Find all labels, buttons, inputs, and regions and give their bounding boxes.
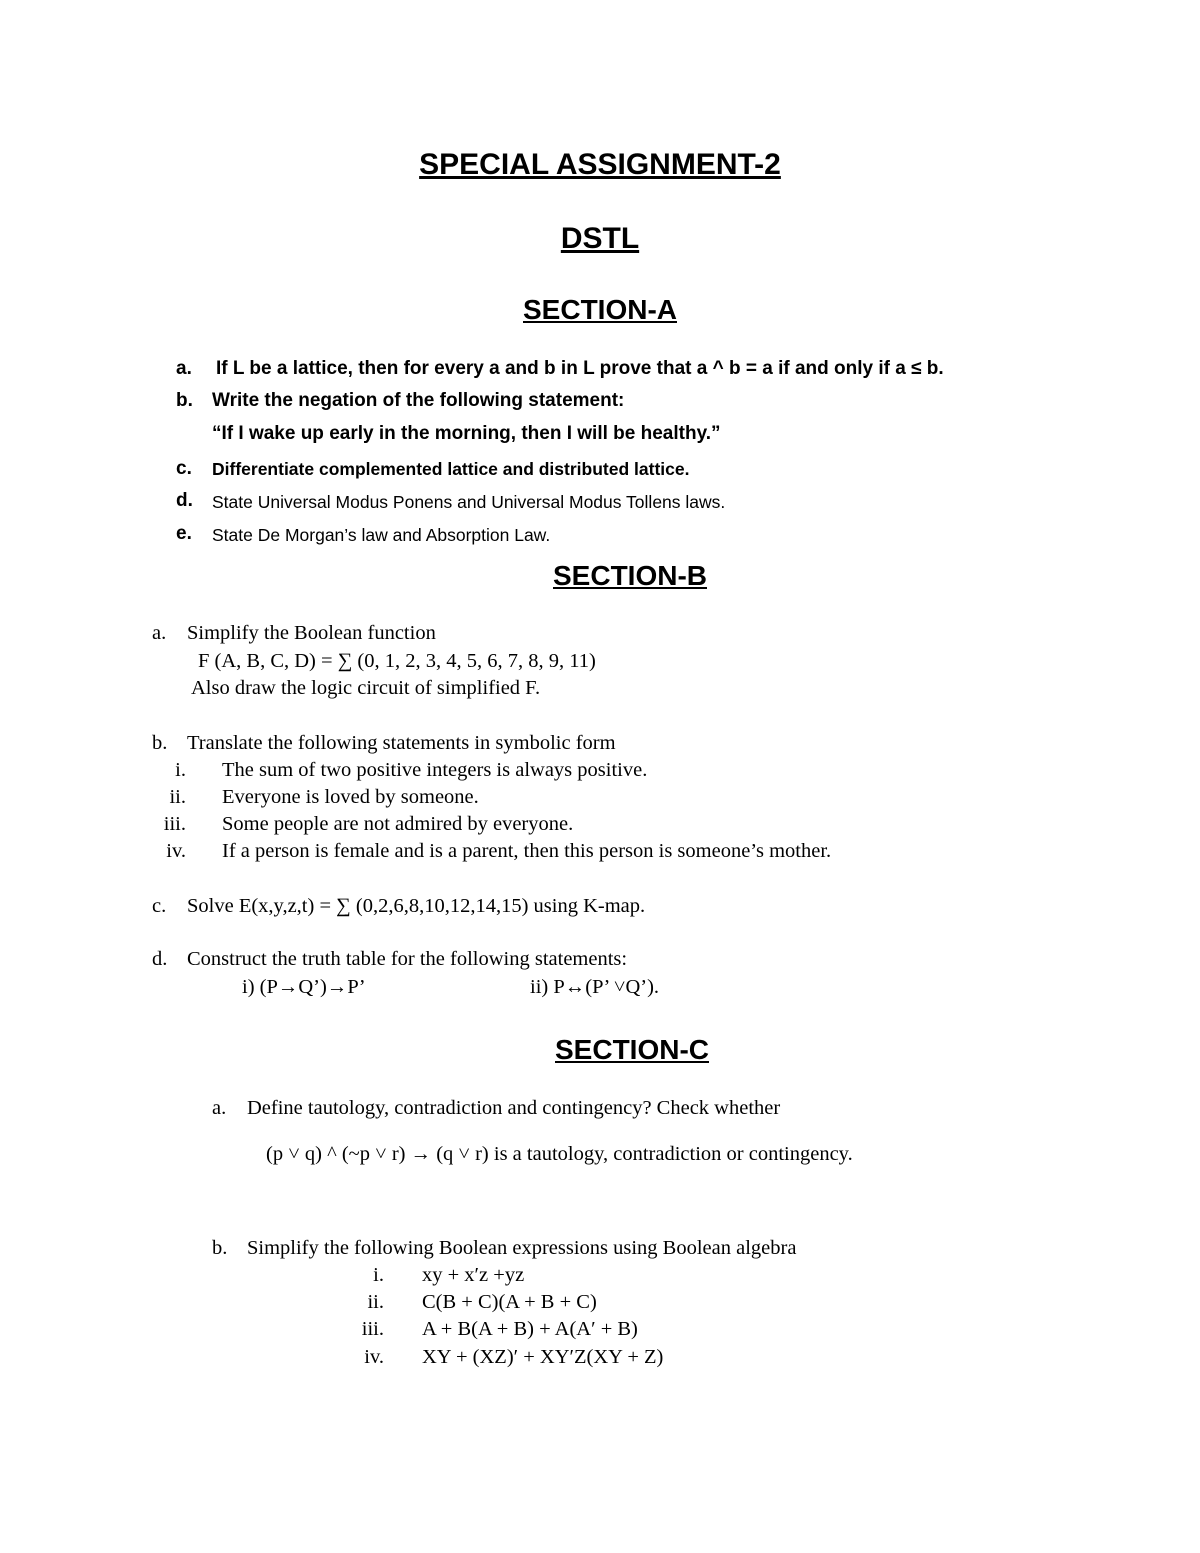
section-a-item-e-marker: e. — [176, 523, 192, 544]
section-b-q-b-text: Translate the following statements in symbolic form — [187, 732, 616, 754]
section-b-q-a-marker: a. — [152, 622, 167, 644]
section-b-q-b-sub-iii-text: Some people are not admired by everyone. — [222, 813, 574, 835]
section-a-item-d-marker: d. — [176, 490, 193, 511]
section-b-q-d-text: Construct the truth table for the following statements: — [187, 948, 628, 970]
section-c-q-a-marker: a. — [212, 1097, 227, 1119]
subject-title: DSTL — [560, 222, 640, 255]
section-b-q-b-sub-iv-text: If a person is female and is a parent, then this person is someone’s mother. — [222, 840, 832, 862]
section-b-q-b-marker: b. — [152, 732, 168, 754]
section-c-q-b-sub-ii-text: C(B + C)(A + B + C) — [422, 1291, 597, 1313]
section-b-q-d-part2: ii) P↔(P’ ˅Q’). — [530, 976, 660, 998]
section-b-q-b-sub-ii-marker: ii. — [169, 786, 186, 808]
section-a-item-d-text: State Universal Modus Ponens and Universal Modus Tollens laws. — [212, 492, 726, 512]
section-b-q-d-part1: i) (P→Q’)→P’ — [242, 976, 366, 998]
section-c-q-b-sub-iv-marker: iv. — [364, 1346, 384, 1368]
section-b-q-b-sub-i-marker: i. — [175, 759, 186, 781]
section-a-item-e-text: State De Morgan’s law and Absorption Law. — [212, 525, 551, 545]
section-c-q-b-sub-iv-text: XY + (XZ)′ + XY′Z(XY + Z) — [422, 1346, 664, 1368]
section-c-q-b-marker: b. — [212, 1237, 228, 1259]
section-a-item-a-marker: a. — [176, 358, 192, 379]
section-c-q-b-sub-i-text: xy + x′z +yz — [422, 1264, 525, 1286]
section-b-q-a-line2: F (A, B, C, D) = ∑ (0, 1, 2, 3, 4, 5, 6, 7, 8, 9, 11) — [198, 650, 596, 672]
section-b-q-b-sub-i-text: The sum of two positive integers is always positive. — [222, 759, 648, 781]
section-c-q-b-sub-iii-marker: iii. — [361, 1318, 384, 1340]
section-c-heading: SECTION-C — [555, 1034, 709, 1065]
section-b-q-b-sub-iv-marker: iv. — [166, 840, 186, 862]
section-a-item-c-text: Differentiate complemented lattice and distributed lattice. — [212, 459, 690, 479]
section-c-q-a-expression: (p ˅ q) ^ (~p ˅ r) → (q ˅ r) is a tautology, contradiction or contingency. — [266, 1143, 853, 1165]
section-b-q-a-line3: Also draw the logic circuit of simplified F. — [191, 677, 541, 699]
section-b-q-c-text: Solve E(x,y,z,t) = ∑ (0,2,6,8,10,12,14,15) using K-map. — [187, 895, 646, 917]
section-b-heading: SECTION-B — [553, 560, 707, 591]
section-b-q-b-sub-ii-text: Everyone is loved by someone. — [222, 786, 479, 808]
section-a-item-b-marker: b. — [176, 390, 193, 411]
section-c-q-b-sub-iii-text: A + B(A + B) + A(A′ + B) — [422, 1318, 638, 1340]
section-a-item-b-text: Write the negation of the following statement: — [212, 390, 625, 411]
section-a-item-a-text: If L be a lattice, then for every a and b in L prove that a ^ b = a if and only if a ≤ b. — [216, 358, 944, 379]
section-b-q-b-sub-iii-marker: iii. — [163, 813, 186, 835]
section-c-q-b-sub-ii-marker: ii. — [367, 1291, 384, 1313]
document-title: SPECIAL ASSIGNMENT-2 — [419, 148, 781, 181]
section-a-heading: SECTION-A — [523, 294, 677, 325]
section-b-q-d-marker: d. — [152, 948, 168, 970]
section-b-q-c-marker: c. — [152, 895, 167, 917]
section-c-q-a-text: Define tautology, contradiction and contingency? Check whether — [247, 1097, 781, 1119]
section-b-q-a-line1: Simplify the Boolean function — [187, 622, 436, 644]
section-a-item-b-quote: “If I wake up early in the morning, then I will be healthy.” — [212, 423, 721, 444]
section-a-item-c-marker: c. — [176, 458, 192, 479]
section-c-q-b-text: Simplify the following Boolean expressions using Boolean algebra — [247, 1237, 797, 1259]
section-c-q-b-sub-i-marker: i. — [373, 1264, 384, 1286]
